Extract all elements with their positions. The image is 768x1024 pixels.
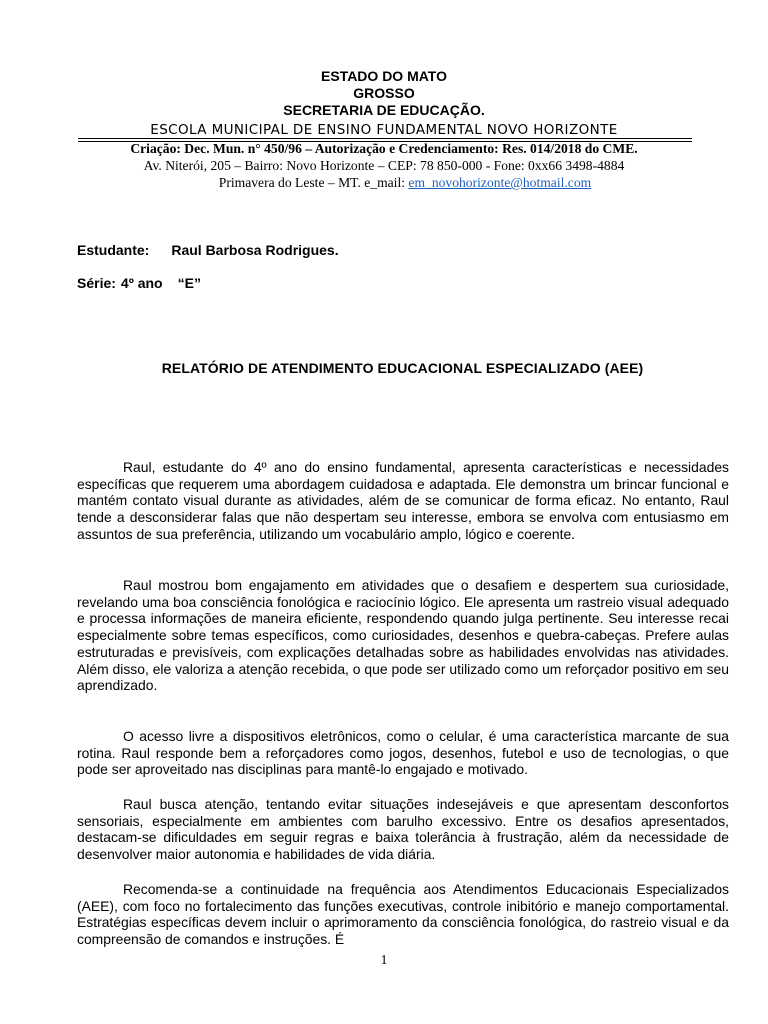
report-paragraph — [77, 577, 729, 694]
student-label: Estudante: — [77, 242, 150, 258]
email-link[interactable]: em_novohorizonte@hotmail.com — [408, 175, 592, 190]
paragraph-text: O acesso livre a dispositivos eletrônicos, como o celular, é uma característica marcante de sua rotina. Raul responde bem a reforçadores como jogos, desenhos, futebol e uso de tecnologias, o que pode ser aproveitado nas disciplinas para mantê-lo engajado e motivado. — [77, 728, 729, 778]
paragraph-text: Recomenda-se a continuidade na frequência aos Atendimentos Educacionais Especializados (AEE), com foco no fortalecimento das funções executivas, controle inibitório e manejo comportamental. Estratégias específicas devem incluir o aprimoramento da consciência fonológica, do rastreio visual e da compreensão de comandos e instruções. É — [77, 881, 729, 948]
report-paragraph — [77, 796, 729, 863]
paragraph-text: Raul mostrou bom engajamento em atividades que o desafiem e despertem sua curiosidade, revelando uma boa consciência fonológica e raciocínio lógico. Ele apresenta um rastreio visual adequado e processa informações de maneira eficiente, respondendo quando julga pertinente. Seu interesse recai especialmente sobre temas específicos, como curiosidades, desenhos e quebra-cabeças. Prefere aulas estruturadas e previsíveis, com explicações detalhadas sobre as habilidades envolvidas nas atividades. Além disso, ele valoriza a atenção recebida, o que pode ser utilizado como um reforçador positivo em seu aprendizado. — [77, 577, 729, 694]
student-field — [77, 242, 339, 258]
paragraph-text: Raul busca atenção, tentando evitar situações indesejáveis e que apresentam desconfortos sensoriais, especialmente em ambientes com barulho excessivo. Entre os desafios apresentados, destacam-se dificuldades em seguir regras e baixa tolerância à frustração, além da necessidade de desenvolver maior autonomia e habilidades de vida diária. — [77, 796, 729, 863]
state-name-line1: ESTADO DO MATO — [321, 68, 447, 84]
grade-year: 4º ano — [120, 275, 163, 291]
grade-class: “E” — [177, 275, 201, 291]
creation-decree: Criação: Dec. Mun. n° 450/96 – Autorização e Credenciamento: Res. 014/2018 do CME. — [130, 141, 638, 156]
secretariat-name: SECRETARIA DE EDUCAÇÃO. — [283, 102, 485, 118]
student-name: Raul Barbosa Rodrigues. — [171, 242, 339, 258]
city-text: Primavera do Leste – MT. e_mail: — [218, 175, 409, 190]
header-divider-top — [78, 138, 692, 139]
grade-label: Série: — [77, 275, 116, 291]
state-name-line2: GROSSO — [353, 85, 415, 101]
report-paragraph — [77, 728, 729, 778]
report-paragraph — [77, 881, 729, 948]
school-address: Av. Niterói, 205 – Bairro: Novo Horizonte – CEP: 78 850-000 - Fone: 0xx66 3498-4884 — [143, 158, 625, 173]
city-email-line — [0, 175, 768, 191]
grade-field — [77, 275, 201, 291]
report-title: RELATÓRIO DE ATENDIMENTO EDUCACIONAL ESPECIALIZADO (AEE) — [161, 360, 644, 376]
report-paragraph — [77, 459, 729, 543]
page-number: 1 — [380, 952, 388, 967]
paragraph-text: Raul, estudante do 4º ano do ensino fundamental, apresenta características e necessidades específicas que requerem uma abordagem cuidadosa e adaptada. Ele demonstra um brincar funcional e mantém contato visual durante as atividades, além de se comunicar de forma eficaz. No entanto, Raul tende a desconsiderar falas que não despertam seu interesse, embora se envolva com entusiasmo em assuntos de sua preferência, utilizando um vocabulário amplo, lógico e coerente. — [77, 459, 729, 542]
school-name: ESCOLA MUNICIPAL DE ENSINO FUNDAMENTAL NOVO HORIZONTE — [150, 122, 618, 138]
